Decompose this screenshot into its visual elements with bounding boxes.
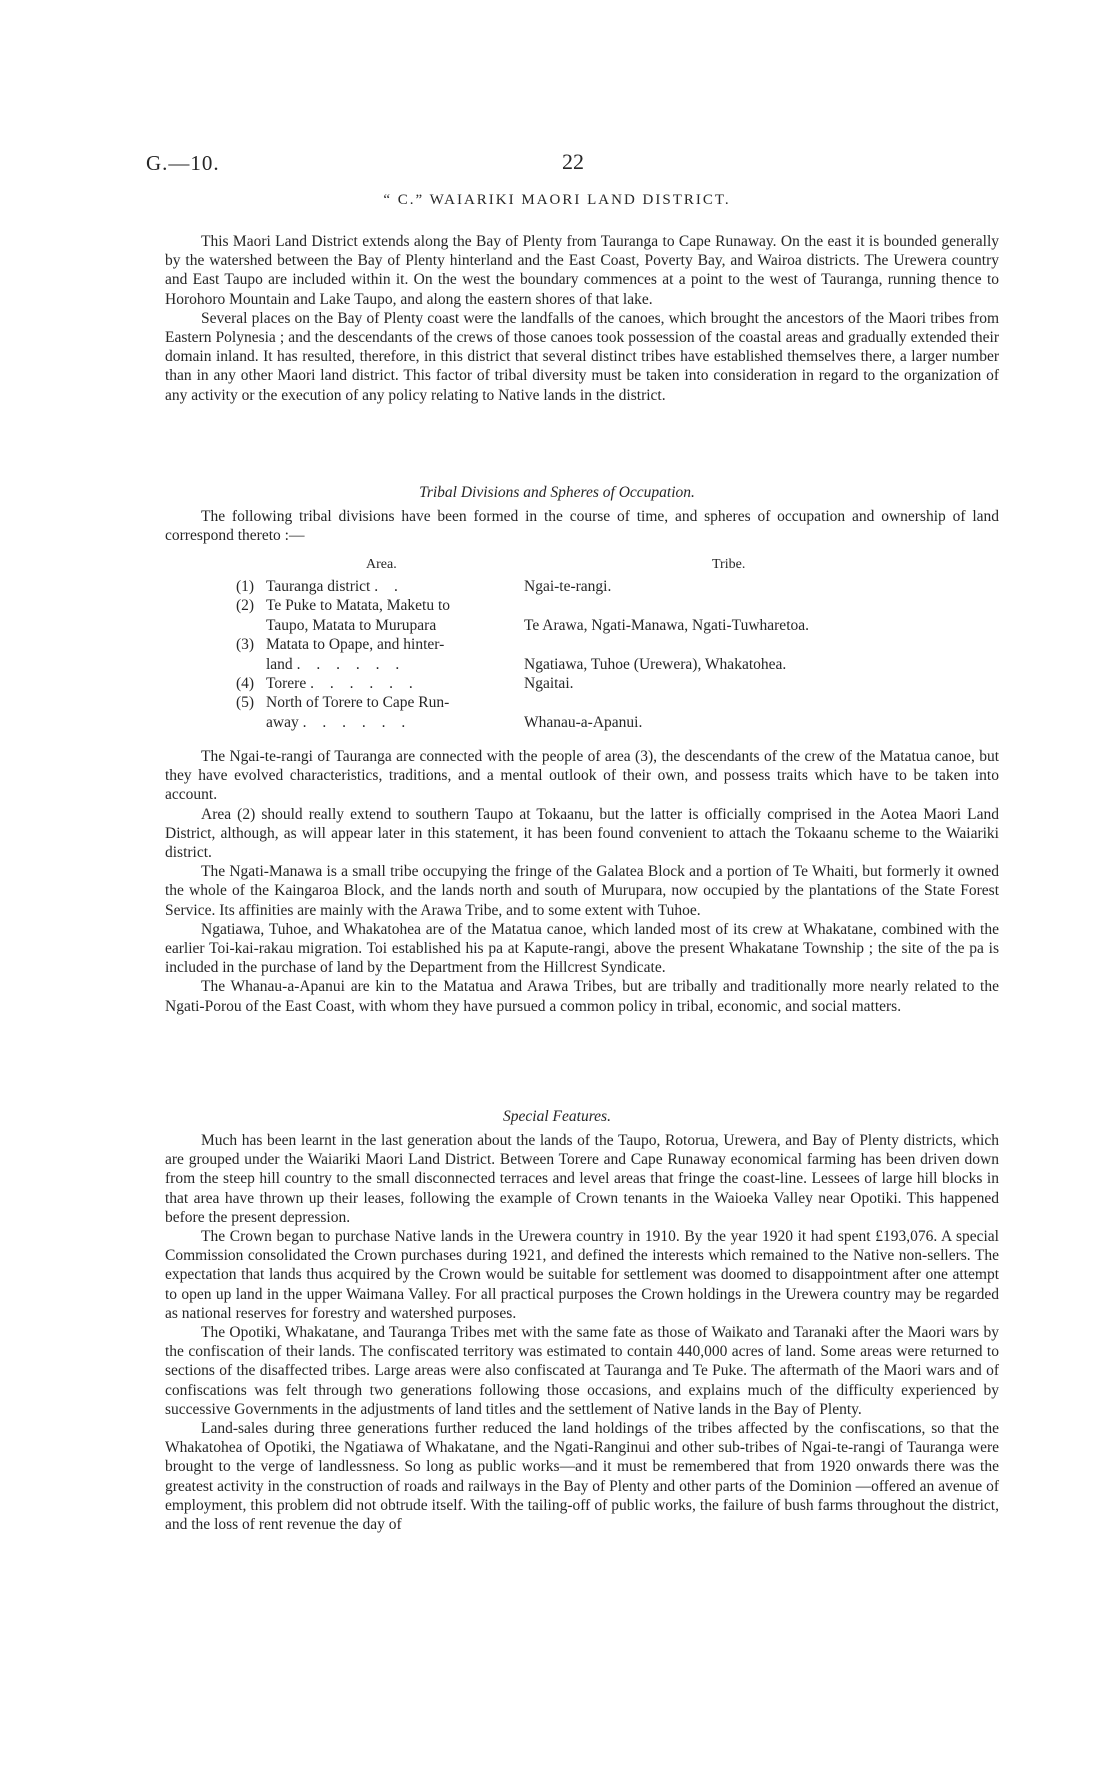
paragraph: The Whanau-a-Apanui are kin to the Matatua and Arawa Tribes, but are tribally and traditionally more nearly related to the Ngati-Porou of the East Coast, with whom they have pursued a common policy in tribal, economic, and social matters. <box>165 978 999 1015</box>
leader-dots: . . . . . . <box>296 655 406 673</box>
table-row <box>236 674 1016 693</box>
area-line: away <box>266 713 299 731</box>
intro-text <box>165 232 999 405</box>
table-row <box>236 596 1016 635</box>
row-number: (3) <box>236 636 255 654</box>
area-line: Tauranga district <box>266 578 371 595</box>
row-number: (4) <box>236 675 255 693</box>
leader-dots: . . <box>374 578 404 595</box>
leader-dots: . . . . . . <box>302 713 412 731</box>
page-code: G.—10. <box>146 151 220 175</box>
special-features-text <box>165 1131 999 1534</box>
section-heading-tribal: Tribal Divisions and Spheres of Occupation. <box>419 484 695 501</box>
paragraph: Several places on the Bay of Plenty coast were the landfalls of the canoes, which brought the ancestors of the Maori tribes from Eastern Polynesia ; and the descendants of the crews of those canoes took possession of the coastal areas and gradually extended their domain inland. It has resulted, therefore, in this district that several distinct tribes have established themselves there, a larger number than in any other Maori land district. This factor of tribal diversity must be taken into consideration in regard to the organization of any activity or the execution of any policy relating to Native lands in the district. <box>165 309 999 404</box>
row-area <box>266 674 524 693</box>
page-title: “ C.” WAIARIKI MAORI LAND DISTRICT. <box>383 192 731 208</box>
row-area <box>266 635 524 674</box>
row-area <box>266 577 524 596</box>
column-header-area: Area. <box>366 557 397 572</box>
row-number: (1) <box>236 578 255 595</box>
row-area <box>266 596 524 635</box>
section-heading-special: Special Features. <box>503 1108 611 1125</box>
paragraph: The Crown began to purchase Native lands in the Urewera country in 1910. By the year 1920 it had spent £193,076. A special Commission consolidated the Crown purchases during 1921, and defined the interests which remained to the Native non-sellers. The expectation that lands thus acquired by the Crown would be suitable for settlement was doomed to disappointment after one attempt to open up land in the upper Waimana Valley. For all practical purposes the Crown holdings in the Urewera country may be regarded as national reserves for forestry and watershed purposes. <box>165 1228 999 1322</box>
paragraph: Much has been learnt in the last generation about the lands of the Taupo, Rotorua, Urewera, and Bay of Plenty districts, which are grouped under the Waiariki Maori Land District. Between Torere and Cape Runaway economical farming has been driven down from the steep hill country to the small disconnected terraces and level areas that fringe the coast-line. Lessees of large hill blocks in that area have thrown up their leases, following the example of Crown tenants in the Waioeka Valley near Opotiki. This happened before the present depression. <box>165 1132 999 1226</box>
area-line: Matata to Opape, and hinter- <box>266 636 445 654</box>
area-line: Taupo, Matata to Murupara <box>266 616 437 634</box>
paragraph: This Maori Land District extends along the Bay of Plenty from Tauranga to Cape Runaway. On the east it is bounded generally by the watershed between the Bay of Plenty hinterland and the East Coast, Poverty Bay, and Wairoa districts. The Urewera country and East Taupo are included within it. On the west the boundary commences at a point to the west of Tauranga, running thence to Horohoro Mountain and Lake Taupo, and along the eastern shores of that lake. <box>165 233 999 308</box>
row-tribe: Ngaitai. <box>524 675 574 693</box>
area-line: Torere <box>266 675 307 693</box>
area-line: North of Torere to Cape Run- <box>266 694 450 712</box>
area-line-continued <box>236 713 524 732</box>
row-tribe: Ngatiawa, Tuhoe (Urewera), Whakatohea. <box>524 655 787 673</box>
tribal-lead <box>165 507 999 545</box>
paragraph: Land-sales during three generations further reduced the land holdings of the tribes affected by the confiscations, so that the Whakatohea of Opotiki, the Ngatiawa of Whakatane, and the Ngati-Ranginui and other sub-tribes of Ngai-te-rangi of Tauranga were brought to the verge of landlessness. So long as public works—and it must be remembered that from 1920 onwards there was the greatest activity in the construction of roads and railways in the Bay of Plenty and other parts of the Dominion —offered an avenue of employment, this problem did not obtrude itself. With the tailing-off of public works, the failure of bush farms throughout the district, and the loss of rent revenue the day of <box>165 1420 999 1534</box>
table-row <box>236 635 1016 674</box>
paragraph: Area (2) should really extend to southern Taupo at Tokaanu, but the latter is officially comprised in the Aotea Maori Land District, although, as will appear later in this statement, it has been found convenient to attach the Tokaanu scheme to the Waiariki district. <box>165 805 999 862</box>
paragraph: The following tribal divisions have been formed in the course of time, and spheres of occupation and ownership of land correspond thereto :— <box>165 508 999 545</box>
area-line: Te Puke to Matata, Maketu to <box>266 597 451 615</box>
table-row <box>236 693 1016 732</box>
tribal-divisions-table <box>236 577 1016 732</box>
paragraph: The Ngai-te-rangi of Tauranga are connected with the people of area (3), the descendants of the crew of the Matatua canoe, but they have evolved characteristics, traditions, and a mental outlook of their own, and possess traits which have to be taken into account. <box>165 748 999 804</box>
row-number: (5) <box>236 694 255 712</box>
column-header-tribe: Tribe. <box>712 557 746 572</box>
leader-dots: . . . . . . <box>310 675 419 693</box>
paragraph: The Opotiki, Whakatane, and Tauranga Tribes met with the same fate as those of Waikato and Taranaki after the Maori wars by the confiscation of their lands. The confiscated territory was estimated to contain 440,000 acres of land. Some areas were returned to sections of the disaffected tribes. Large areas were also confiscated at Tauranga and Te Puke. The aftermath of the Maori wars and of confiscations was felt through two generations following those occasions, and explains much of the difficulty experienced by successive Governments in the adjustments of land titles and the settlement of Native lands in the Bay of Plenty. <box>165 1324 999 1418</box>
row-tribe: Whanau-a-Apanui. <box>524 713 643 731</box>
paragraph: The Ngati-Manawa is a small tribe occupying the fringe of the Galatea Block and a portion of Te Whaiti, but formerly it owned the whole of the Kaingaroa Block, and the lands north and south of Murupara, now occupied by the plantations of the State Forest Service. Its affinities are mainly with the Arawa Tribe, and to some extent with Tuhoe. <box>165 863 999 919</box>
row-tribe: Te Arawa, Ngati-Manawa, Ngati-Tuwharetoa. <box>524 616 810 634</box>
paragraph: Ngatiawa, Tuhoe, and Whakatohea are of the Matatua canoe, which landed most of its crew at Whakatane, combined with the earlier Toi-kai-rakau migration. Toi established his pa at Kapute-rangi, above the present Whakatane Township ; the site of the pa is included in the purchase of land by the Department from the Hillcrest Syndicate. <box>165 920 999 977</box>
row-tribe: Ngai-te-rangi. <box>524 578 612 595</box>
tribal-text <box>165 747 999 1016</box>
area-line-continued <box>236 655 524 674</box>
row-number: (2) <box>236 597 255 615</box>
area-line: land <box>266 655 293 673</box>
row-area <box>266 693 524 732</box>
table-row <box>236 577 1016 596</box>
page-number: 22 <box>562 149 584 174</box>
